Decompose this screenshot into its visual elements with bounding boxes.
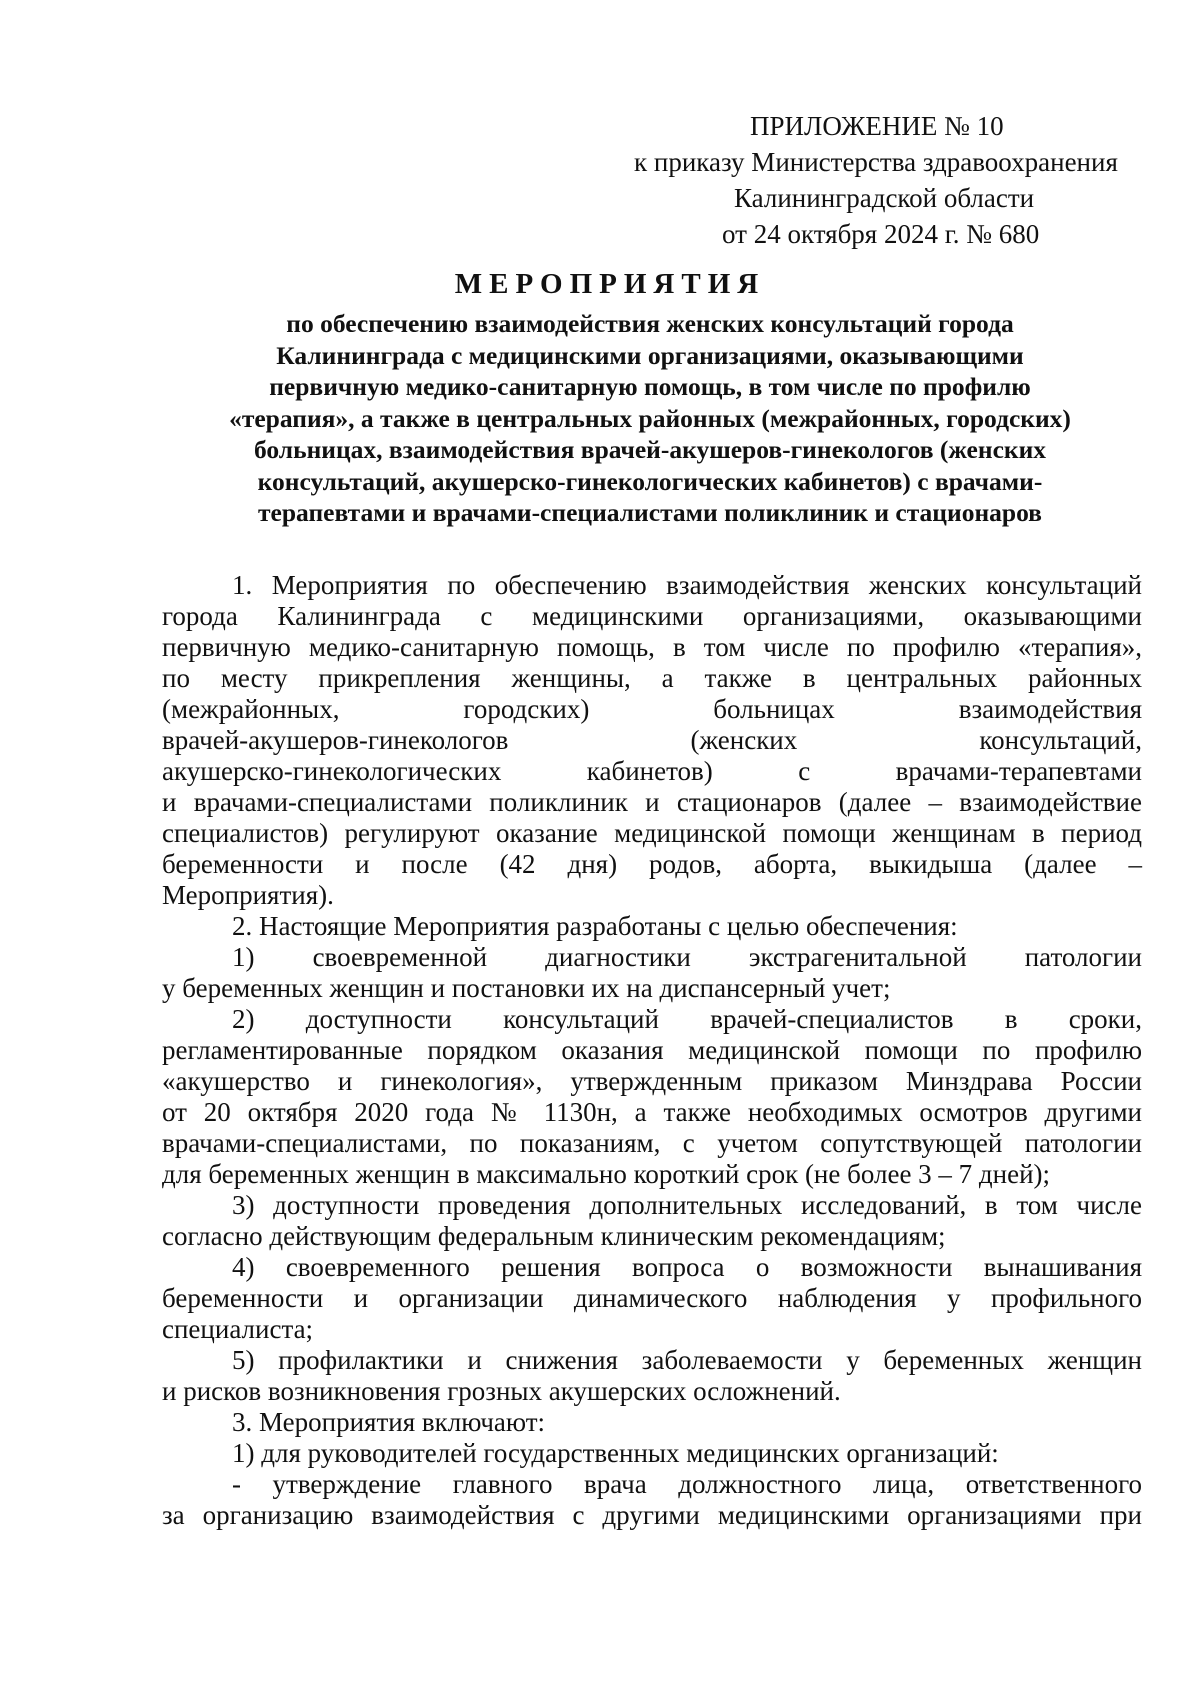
- text-line: 3) доступности проведения дополнительных исследований, в том числе: [232, 1190, 1142, 1220]
- text-line: по месту прикрепления женщины, а также в центральных районных: [162, 663, 1142, 693]
- subtitle-line: Калининграда с медицинскими организациями, оказывающими: [276, 340, 1024, 370]
- text-line: 4) своевременного решения вопроса о возможности вынашивания: [232, 1252, 1142, 1282]
- list-item-4: [162, 1252, 1142, 1345]
- document-title: МЕРОПРИЯТИЯ: [454, 268, 766, 300]
- text-line: от 20 октября 2020 года № 1130н, а также необходимых осмотров другими: [162, 1097, 1142, 1127]
- text-line: (межрайонных, городских) больницах взаимодействия: [162, 694, 1142, 724]
- text-line: - утверждение главного врача должностного лица, ответственного: [232, 1469, 1142, 1499]
- text-line: города Калининграда с медицинскими организациями, оказывающими: [162, 601, 1142, 631]
- text-line: и врачами-специалистами поликлиник и стационаров (далее – взаимодействие: [162, 787, 1142, 817]
- paragraph-1: [162, 570, 1142, 911]
- list-item-3: [162, 1190, 1142, 1252]
- subtitle-line: терапевтами и врачами-специалистами поликлиник и стационаров: [258, 498, 1042, 527]
- text-line: специалиста;: [162, 1314, 314, 1344]
- paragraph-3: 3. Мероприятия включают:: [232, 1407, 546, 1437]
- text-line: беременности и после (42 дня) родов, аборта, выкидыша (далее –: [162, 849, 1142, 879]
- text-line: и рисков возникновения грозных акушерских осложнений.: [162, 1376, 841, 1406]
- text-line: «акушерство и гинекология», утвержденным приказом Минздрава России: [162, 1066, 1142, 1096]
- text-line: за организацию взаимодействия с другими медицинскими организациями при: [162, 1500, 1142, 1530]
- text-line: согласно действующим федеральным клиническим рекомендациям;: [162, 1221, 946, 1251]
- text-line: 5) профилактики и снижения заболеваемости у беременных женщин: [232, 1345, 1142, 1375]
- appendix-title: ПРИЛОЖЕНИЕ № 10: [750, 111, 1004, 141]
- document-subtitle: [200, 308, 1100, 529]
- subtitle-line: первичную медико-санитарную помощь, в том числе по профилю: [269, 372, 1031, 401]
- appendix-header: [630, 108, 1150, 252]
- paragraph-3-item-1: 1) для руководителей государственных медицинских организаций:: [232, 1438, 999, 1468]
- text-line: для беременных женщин в максимально короткий срок (не более 3 – 7 дней);: [162, 1159, 1051, 1189]
- text-line: регламентированные порядком оказания медицинской помощи по профилю: [162, 1035, 1142, 1065]
- appendix-order-line: к приказу Министерства здравоохранения: [634, 147, 1118, 177]
- appendix-date-line: от 24 октября 2024 г. № 680: [722, 219, 1040, 249]
- appendix-region-line: Калининградской области: [734, 183, 1035, 213]
- subtitle-line: «терапия», а также в центральных районных (межрайонных, городских): [229, 403, 1071, 433]
- text-line: Мероприятия).: [162, 880, 334, 910]
- subtitle-line: по обеспечению взаимодействия женских консультаций города: [286, 309, 1014, 338]
- subtitle-line: консультаций, акушерско-гинекологических кабинетов) с врачами-: [257, 466, 1043, 496]
- list-item-2: [162, 1004, 1142, 1190]
- subtitle-line: больницах, взаимодействия врачей-акушеров-гинекологов (женских: [253, 435, 1047, 464]
- text-line: 2) доступности консультаций врачей-специалистов в сроки,: [232, 1004, 1142, 1034]
- document-body: [162, 570, 1142, 1531]
- list-item-5: [162, 1345, 1142, 1407]
- text-line: акушерско-гинекологических кабинетов) с врачами-терапевтами: [162, 756, 1142, 786]
- text-line: первичную медико-санитарную помощь, в том числе по профилю «терапия»,: [162, 632, 1142, 662]
- text-line: врачей-акушеров-гинекологов (женских консультаций,: [162, 725, 1142, 755]
- list-item-1: [162, 942, 1142, 1004]
- text-line: врачами-специалистами, по показаниям, с учетом сопутствующей патологии: [162, 1128, 1142, 1158]
- text-line: беременности и организации динамического наблюдения у профильного: [162, 1283, 1142, 1313]
- text-line: 1. Мероприятия по обеспечению взаимодействия женских консультаций: [232, 570, 1142, 600]
- text-line: у беременных женщин и постановки их на диспансерный учет;: [162, 973, 891, 1003]
- text-line: 1) своевременной диагностики экстрагенитальной патологии: [232, 942, 1142, 972]
- paragraph-2: 2. Настоящие Мероприятия разработаны с целью обеспечения:: [232, 911, 958, 941]
- text-line: специалистов) регулируют оказание медицинской помощи женщинам в период: [162, 818, 1142, 848]
- dash-item: [162, 1469, 1142, 1531]
